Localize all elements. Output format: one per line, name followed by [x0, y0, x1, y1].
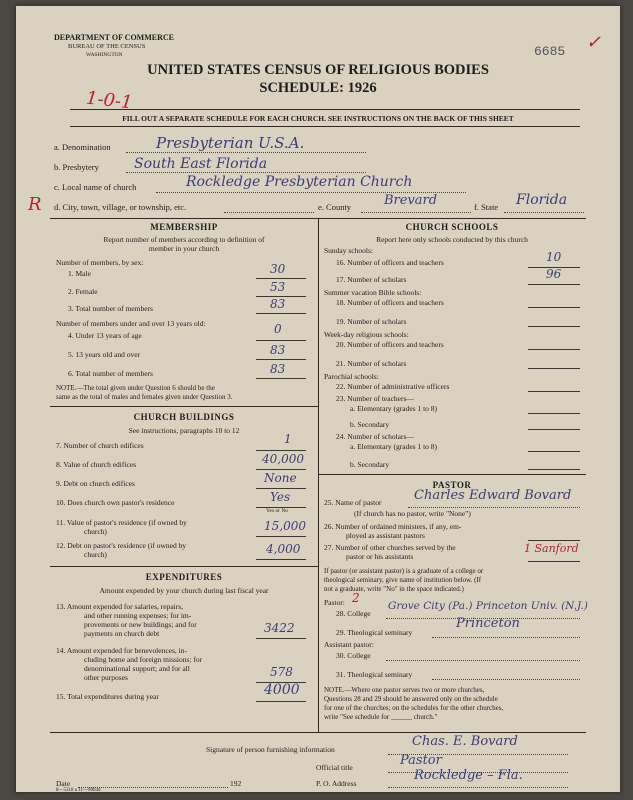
presbytery-value: South East Florida [134, 156, 268, 172]
q16-label: 16. Number of officers and teachers [336, 258, 444, 267]
q13-line-2: and other running expenses; for im- [84, 611, 192, 620]
grad-note-2: theological seminary, give name of institution below. (If [324, 576, 482, 584]
q19-label: 19. Number of scholars [336, 317, 407, 326]
q24a-label: a. Elementary (grades 1 to 8) [350, 442, 438, 451]
by-sex-label: Number of members, by sex: [56, 258, 144, 267]
q10-label: 10. Does church own pastor's residence [56, 498, 175, 507]
q12-label-2: church) [84, 550, 107, 559]
q23b-label: b. Secondary [350, 420, 390, 429]
q8-value: 40,000 [262, 452, 304, 466]
q25-value: Charles Edward Bovard [414, 488, 572, 503]
form-subtitle: SCHEDULE: 1926 [259, 80, 377, 96]
pastor-sub-label: Pastor: [324, 598, 345, 607]
margin-mark: R [28, 194, 42, 215]
q17-value: 96 [546, 267, 562, 281]
pastor-note-2: Questions 28 and 29 should be answered only on the schedule [324, 695, 498, 703]
q31-label: 31. Theological seminary [336, 670, 413, 679]
q20-label: 20. Number of officers and teachers [336, 340, 444, 349]
serial-number: 6685 [534, 44, 566, 59]
weekday-label: Week-day religious schools: [324, 330, 409, 339]
q10-hint: Yes or No [266, 508, 289, 514]
stamp-number: 1-0-1 [85, 87, 134, 114]
po-address-value: Rockledge – Fla. [414, 768, 523, 783]
year-label: 192 [230, 779, 242, 788]
q11-value: 15,000 [264, 519, 306, 533]
q14-line-4: other purposes [84, 673, 128, 682]
pastor-note-1: NOTE.—Where one pastor serves two or more churches, [324, 686, 485, 694]
q24b-label: b. Secondary [350, 460, 390, 469]
local-name-value: Rockledge Presbyterian Church [186, 174, 413, 190]
q11-label-2: church) [84, 527, 107, 536]
q4-label: 4. Under 13 years of age [68, 331, 142, 340]
q11-label-1: 11. Value of pastor's residence (if owned by [56, 518, 187, 527]
pastor-note-3: for one of the churches; on the schedules for the other churches, [324, 704, 504, 712]
grad-note-3: not a graduate, write "No" in the space indicated.) [324, 585, 464, 593]
membership-intro-1: Report number of members according to definition of [103, 235, 265, 244]
q6-label: 6. Total number of members [68, 369, 153, 378]
q13-value: 3422 [264, 621, 295, 635]
q4-value: 0 [274, 322, 282, 336]
q5-label: 5. 13 years old and over [68, 350, 141, 359]
q2-value: 53 [270, 280, 286, 294]
age-head-label: Number of members under and over 13 years old: [56, 319, 206, 328]
buildings-sub: See instructions, paragraphs 10 to 12 [128, 426, 240, 435]
sunday-label: Sunday schools: [324, 246, 373, 255]
asst-label: Assistant pastor: [324, 640, 374, 649]
membership-note-1: NOTE.—The total given under Question 6 should be the [56, 384, 215, 392]
q14-line-3: denominational support; and for all [84, 664, 190, 673]
q15-label: 15. Total expenditures during year [56, 692, 159, 701]
membership-note-2: same as the total of males and females given under Question 3. [56, 393, 233, 401]
q26-label-2: ployed as assistant pastors [346, 531, 425, 540]
q8-label: 8. Value of church edifices [56, 460, 137, 469]
q27-label-1: 27. Number of other churches served by the [324, 543, 456, 552]
q9-label: 9. Debt on church edifices [56, 479, 135, 488]
q21-label: 21. Number of scholars [336, 359, 407, 368]
q15-value: 4000 [264, 682, 300, 698]
q25-hint: (If church has no pastor, write "None") [354, 509, 471, 518]
signature-label: Signature of person furnishing information [206, 745, 335, 754]
pastor-mark: 2 [352, 591, 360, 605]
q22-label: 22. Number of administrative officers [336, 382, 450, 391]
state-label: f. State [474, 202, 499, 212]
signature-value: Chas. E. Bovard [412, 734, 518, 749]
q7-label: 7. Number of church edifices [56, 441, 144, 450]
q9-value: None [264, 471, 297, 485]
q24-label: 24. Number of scholars— [336, 432, 414, 441]
q16-value: 10 [546, 250, 562, 264]
q13-line-4: payments on church debt [84, 629, 160, 638]
q14-value: 578 [270, 665, 293, 679]
local-name-label: c. Local name of church [54, 182, 137, 192]
form-title: UNITED STATES CENSUS OF RELIGIOUS BODIES [147, 62, 489, 78]
grad-note-1: If pastor (or assistant pastor) is a graduate of a college or [324, 567, 484, 575]
state-value: Florida [516, 192, 568, 208]
county-value: Brevard [384, 193, 438, 208]
city-field-label: d. City, town, village, or township, etc. [54, 202, 187, 212]
schools-title: CHURCH SCHOOLS [405, 222, 499, 232]
q12-value: 4,000 [266, 542, 301, 556]
parochial-label: Parochial schools: [324, 372, 379, 381]
q13-line-3: provements or new buildings; and for [84, 620, 197, 629]
q29-label: 29. Theological seminary [336, 628, 413, 637]
q12-label-1: 12. Debt on pastor's residence (if owned by [56, 541, 187, 550]
q14-line-1: 14. Amount expended for benevolences, in- [56, 646, 188, 655]
pastor-title: PASTOR [432, 480, 472, 490]
census-schedule-sheet [16, 6, 620, 792]
q23-label: 23. Number of teachers— [336, 394, 414, 403]
q5-value: 83 [270, 343, 286, 357]
department-label: DEPARTMENT OF COMMERCE [54, 33, 175, 42]
q1-value: 30 [270, 262, 286, 276]
instruction-banner: FILL OUT A SEPARATE SCHEDULE FOR EACH CHURCH. SEE INSTRUCTIONS ON THE BACK OF THIS SHEET [122, 114, 514, 123]
q6-value: 83 [270, 362, 286, 376]
q30-label: 30. College [336, 651, 371, 660]
q28-label: 28. College [336, 609, 371, 618]
q27-value: 1 Sanford [524, 542, 579, 555]
q1-label: 1. Male [68, 269, 91, 278]
date-label: Date [56, 779, 71, 788]
q13-line-1: 13. Amount expended for salaries, repairs, [56, 602, 184, 611]
q23a-label: a. Elementary (grades 1 to 8) [350, 404, 438, 413]
denomination-value: Presbyterian U.S.A. [156, 134, 305, 152]
q26-label-1: 26. Number of ordained ministers, if any, em- [324, 522, 462, 531]
membership-intro-2: member in your church [148, 244, 220, 253]
pastor-note-4: write "See schedule for ______ church." [324, 713, 438, 721]
q27-label-2: pastor or his assistants [346, 552, 414, 561]
bureau-label: BUREAU OF THE CENSUS [68, 43, 146, 50]
official-title-value: Pastor [400, 753, 442, 768]
q3-label: 3. Total number of members [68, 304, 153, 313]
q14-line-2: cluding home and foreign missions; for [84, 655, 203, 664]
check-mark: ✓ [586, 32, 602, 52]
q25-label: 25. Name of pastor [324, 498, 382, 507]
q28-value: Grove City (Pa.) Princeton Univ. (N.J.) [388, 600, 588, 612]
expenditures-sub: Amount expended by your church during last fiscal year [99, 586, 269, 595]
q10-value: Yes [270, 490, 291, 504]
county-label: e. County [318, 202, 352, 212]
q18-label: 18. Number of officers and teachers [336, 298, 444, 307]
expenditures-title: EXPENDITURES [145, 572, 223, 582]
q17-label: 17. Number of scholars [336, 275, 407, 284]
form-codes: 8—5318 a 11—9064d [56, 788, 101, 792]
denomination-label: a. Denomination [54, 142, 111, 152]
po-address-label: P. O. Address [316, 779, 357, 788]
city-label: WASHINGTON [86, 52, 123, 58]
schools-sub: Report here only schools conducted by this church [376, 235, 528, 244]
membership-title: MEMBERSHIP [150, 222, 218, 232]
q29-value: Princeton [456, 616, 520, 631]
presbytery-label: b. Presbytery [54, 162, 99, 172]
q7-value: 1 [284, 432, 292, 446]
q3-value: 83 [270, 297, 286, 311]
official-title-label: Official title [316, 763, 353, 772]
q2-label: 2. Female [68, 287, 98, 296]
buildings-title: CHURCH BUILDINGS [133, 412, 235, 422]
vacation-label: Summer vacation Bible schools: [324, 288, 422, 297]
